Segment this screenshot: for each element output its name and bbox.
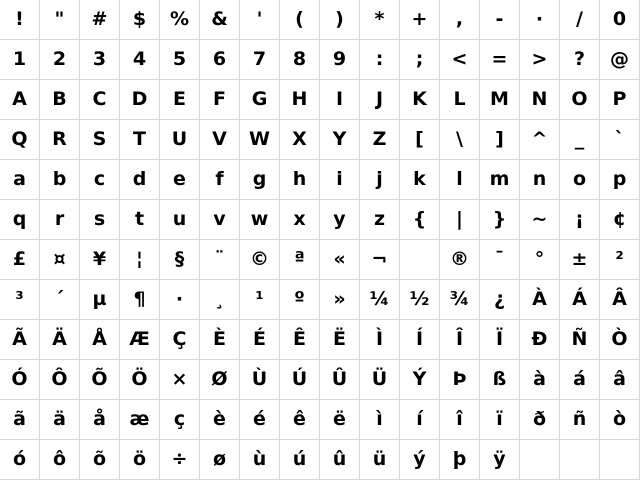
glyph-cell[interactable]: ¡ <box>560 200 600 240</box>
glyph-cell[interactable]: S <box>80 120 120 160</box>
glyph-cell[interactable]: î <box>440 400 480 440</box>
glyph-cell[interactable]: ö <box>120 440 160 480</box>
glyph-cell[interactable]: ª <box>280 240 320 280</box>
glyph-cell[interactable]: õ <box>80 440 120 480</box>
glyph-cell[interactable]: Ï <box>480 320 520 360</box>
glyph-cell[interactable]: º <box>280 280 320 320</box>
glyph-cell[interactable]: G <box>240 80 280 120</box>
glyph-cell[interactable]: W <box>240 120 280 160</box>
glyph-cell[interactable]: ] <box>480 120 520 160</box>
glyph-cell[interactable]: å <box>80 400 120 440</box>
glyph-cell[interactable]: µ <box>80 280 120 320</box>
glyph-cell[interactable]: è <box>200 400 240 440</box>
glyph-cell[interactable]: ¢ <box>600 200 640 240</box>
glyph-cell[interactable]: @ <box>600 40 640 80</box>
glyph-cell[interactable]: f <box>200 160 240 200</box>
glyph-cell[interactable]: ú <box>280 440 320 480</box>
glyph-cell[interactable]: ¦ <box>120 240 160 280</box>
glyph-cell[interactable]: · <box>520 0 560 40</box>
glyph-cell[interactable]: ô <box>40 440 80 480</box>
glyph-cell[interactable]: ³ <box>0 280 40 320</box>
glyph-cell[interactable]: ¯ <box>480 240 520 280</box>
glyph-cell[interactable]: ¶ <box>120 280 160 320</box>
glyph-cell[interactable]: k <box>400 160 440 200</box>
glyph-cell[interactable]: Ì <box>360 320 400 360</box>
glyph-cell[interactable]: 4 <box>120 40 160 80</box>
glyph-cell[interactable]: Q <box>0 120 40 160</box>
glyph-cell[interactable]: B <box>40 80 80 120</box>
glyph-cell[interactable]: C <box>80 80 120 120</box>
glyph-cell[interactable]: 7 <box>240 40 280 80</box>
glyph-cell[interactable]: ¥ <box>80 240 120 280</box>
glyph-cell[interactable]: ° <box>520 240 560 280</box>
glyph-cell[interactable]: | <box>440 200 480 240</box>
glyph-cell[interactable]: · <box>160 280 200 320</box>
glyph-cell[interactable]: M <box>480 80 520 120</box>
glyph-cell[interactable]: Ó <box>0 360 40 400</box>
glyph-cell[interactable]: o <box>560 160 600 200</box>
glyph-cell[interactable]: Î <box>440 320 480 360</box>
glyph-cell[interactable]: K <box>400 80 440 120</box>
glyph-cell[interactable]: ß <box>480 360 520 400</box>
glyph-cell[interactable]: ^ <box>520 120 560 160</box>
glyph-cell[interactable]: ï <box>480 400 520 440</box>
glyph-cell[interactable] <box>400 240 440 280</box>
glyph-cell[interactable]: Ô <box>40 360 80 400</box>
glyph-cell[interactable]: u <box>160 200 200 240</box>
glyph-cell[interactable]: J <box>360 80 400 120</box>
glyph-cell[interactable]: 0 <box>600 0 640 40</box>
glyph-cell[interactable]: ' <box>240 0 280 40</box>
glyph-cell[interactable]: c <box>80 160 120 200</box>
glyph-cell[interactable]: Ã <box>0 320 40 360</box>
glyph-cell[interactable]: % <box>160 0 200 40</box>
glyph-cell[interactable]: H <box>280 80 320 120</box>
glyph-cell[interactable]: Ñ <box>560 320 600 360</box>
glyph-cell[interactable]: n <box>520 160 560 200</box>
glyph-cell[interactable]: / <box>560 0 600 40</box>
glyph-cell[interactable]: ² <box>600 240 640 280</box>
glyph-cell[interactable]: [ <box>400 120 440 160</box>
glyph-cell[interactable]: r <box>40 200 80 240</box>
glyph-cell[interactable]: " <box>40 0 80 40</box>
glyph-cell[interactable]: p <box>600 160 640 200</box>
glyph-cell[interactable]: Y <box>320 120 360 160</box>
glyph-cell[interactable]: ó <box>0 440 40 480</box>
glyph-cell[interactable]: s <box>80 200 120 240</box>
glyph-cell[interactable]: Ú <box>280 360 320 400</box>
glyph-cell[interactable]: Ê <box>280 320 320 360</box>
glyph-cell[interactable]: ÷ <box>160 440 200 480</box>
glyph-cell[interactable]: Ö <box>120 360 160 400</box>
glyph-cell[interactable]: , <box>440 0 480 40</box>
glyph-cell[interactable]: û <box>320 440 360 480</box>
glyph-cell[interactable]: z <box>360 200 400 240</box>
glyph-cell[interactable]: Þ <box>440 360 480 400</box>
glyph-cell[interactable]: © <box>240 240 280 280</box>
glyph-cell[interactable]: É <box>240 320 280 360</box>
glyph-cell[interactable]: v <box>200 200 240 240</box>
glyph-cell[interactable]: à <box>520 360 560 400</box>
glyph-cell[interactable]: X <box>280 120 320 160</box>
glyph-cell[interactable]: { <box>400 200 440 240</box>
glyph-cell[interactable]: § <box>160 240 200 280</box>
glyph-cell[interactable]: Ä <box>40 320 80 360</box>
glyph-cell[interactable]: O <box>560 80 600 120</box>
glyph-cell[interactable]: × <box>160 360 200 400</box>
glyph-cell[interactable]: ¹ <box>240 280 280 320</box>
glyph-cell[interactable]: ø <box>200 440 240 480</box>
glyph-cell[interactable]: ý <box>400 440 440 480</box>
glyph-cell[interactable]: L <box>440 80 480 120</box>
glyph-cell[interactable]: ñ <box>560 400 600 440</box>
glyph-cell[interactable]: T <box>120 120 160 160</box>
glyph-cell[interactable]: ) <box>320 0 360 40</box>
glyph-cell[interactable]: ~ <box>520 200 560 240</box>
glyph-cell[interactable]: ù <box>240 440 280 480</box>
glyph-cell[interactable]: g <box>240 160 280 200</box>
glyph-cell[interactable]: ¤ <box>40 240 80 280</box>
glyph-cell[interactable]: ? <box>560 40 600 80</box>
glyph-cell[interactable]: : <box>360 40 400 80</box>
glyph-cell[interactable]: é <box>240 400 280 440</box>
glyph-cell[interactable] <box>600 440 640 480</box>
glyph-cell[interactable]: F <box>200 80 240 120</box>
glyph-cell[interactable]: Ë <box>320 320 360 360</box>
glyph-cell[interactable]: i <box>320 160 360 200</box>
glyph-cell[interactable]: Ø <box>200 360 240 400</box>
glyph-cell[interactable]: » <box>320 280 360 320</box>
glyph-cell[interactable]: í <box>400 400 440 440</box>
glyph-cell[interactable]: ` <box>600 120 640 160</box>
glyph-cell[interactable]: q <box>0 200 40 240</box>
glyph-cell[interactable]: = <box>480 40 520 80</box>
glyph-cell[interactable]: â <box>600 360 640 400</box>
glyph-cell[interactable]: h <box>280 160 320 200</box>
glyph-cell[interactable]: þ <box>440 440 480 480</box>
glyph-cell[interactable]: ç <box>160 400 200 440</box>
glyph-cell[interactable]: ¬ <box>360 240 400 280</box>
glyph-cell[interactable]: 2 <box>40 40 80 80</box>
glyph-cell[interactable]: t <box>120 200 160 240</box>
glyph-cell[interactable]: ü <box>360 440 400 480</box>
glyph-cell[interactable]: Z <box>360 120 400 160</box>
glyph-cell[interactable]: \ <box>440 120 480 160</box>
glyph-cell[interactable]: Õ <box>80 360 120 400</box>
glyph-cell[interactable]: Ð <box>520 320 560 360</box>
glyph-cell[interactable]: ¿ <box>480 280 520 320</box>
glyph-cell[interactable]: # <box>80 0 120 40</box>
glyph-cell[interactable]: a <box>0 160 40 200</box>
glyph-cell[interactable]: Á <box>560 280 600 320</box>
glyph-cell[interactable]: N <box>520 80 560 120</box>
glyph-cell[interactable]: & <box>200 0 240 40</box>
glyph-cell[interactable]: Ò <box>600 320 640 360</box>
glyph-cell[interactable]: 9 <box>320 40 360 80</box>
glyph-cell[interactable]: ¸ <box>200 280 240 320</box>
glyph-cell[interactable]: m <box>480 160 520 200</box>
glyph-cell[interactable]: ® <box>440 240 480 280</box>
glyph-cell[interactable]: E <box>160 80 200 120</box>
glyph-cell[interactable]: U <box>160 120 200 160</box>
glyph-cell[interactable]: á <box>560 360 600 400</box>
glyph-cell[interactable]: È <box>200 320 240 360</box>
glyph-cell[interactable]: ± <box>560 240 600 280</box>
glyph-cell[interactable]: Ç <box>160 320 200 360</box>
glyph-cell[interactable]: ¼ <box>360 280 400 320</box>
glyph-cell[interactable]: V <box>200 120 240 160</box>
glyph-cell[interactable]: I <box>320 80 360 120</box>
glyph-cell[interactable]: 6 <box>200 40 240 80</box>
glyph-cell[interactable]: ; <box>400 40 440 80</box>
glyph-cell[interactable]: « <box>320 240 360 280</box>
glyph-cell[interactable]: Û <box>320 360 360 400</box>
glyph-cell[interactable]: y <box>320 200 360 240</box>
glyph-cell[interactable]: 5 <box>160 40 200 80</box>
glyph-cell[interactable]: ë <box>320 400 360 440</box>
glyph-cell[interactable]: Ü <box>360 360 400 400</box>
glyph-cell[interactable]: ì <box>360 400 400 440</box>
glyph-cell[interactable]: j <box>360 160 400 200</box>
glyph-cell[interactable]: ¾ <box>440 280 480 320</box>
glyph-cell[interactable]: £ <box>0 240 40 280</box>
glyph-cell[interactable]: - <box>480 0 520 40</box>
glyph-cell[interactable]: + <box>400 0 440 40</box>
glyph-cell[interactable]: Í <box>400 320 440 360</box>
glyph-cell[interactable]: R <box>40 120 80 160</box>
glyph-cell[interactable]: < <box>440 40 480 80</box>
glyph-cell[interactable]: æ <box>120 400 160 440</box>
glyph-cell[interactable] <box>520 440 560 480</box>
glyph-cell[interactable]: > <box>520 40 560 80</box>
glyph-cell[interactable]: 3 <box>80 40 120 80</box>
glyph-cell[interactable]: Æ <box>120 320 160 360</box>
glyph-cell[interactable]: 1 <box>0 40 40 80</box>
glyph-cell[interactable]: ( <box>280 0 320 40</box>
glyph-cell[interactable]: b <box>40 160 80 200</box>
glyph-cell[interactable]: Å <box>80 320 120 360</box>
glyph-cell[interactable]: ê <box>280 400 320 440</box>
glyph-cell[interactable]: P <box>600 80 640 120</box>
glyph-cell[interactable]: A <box>0 80 40 120</box>
glyph-cell[interactable]: e <box>160 160 200 200</box>
glyph-cell[interactable]: Â <box>600 280 640 320</box>
glyph-cell[interactable]: ÿ <box>480 440 520 480</box>
glyph-cell[interactable]: Ù <box>240 360 280 400</box>
glyph-cell[interactable]: * <box>360 0 400 40</box>
glyph-cell[interactable]: ½ <box>400 280 440 320</box>
glyph-cell[interactable]: 8 <box>280 40 320 80</box>
glyph-cell[interactable]: d <box>120 160 160 200</box>
glyph-cell[interactable]: ¨ <box>200 240 240 280</box>
glyph-cell[interactable]: ã <box>0 400 40 440</box>
glyph-cell[interactable]: $ <box>120 0 160 40</box>
glyph-cell[interactable]: ! <box>0 0 40 40</box>
glyph-cell[interactable]: À <box>520 280 560 320</box>
glyph-cell[interactable]: ò <box>600 400 640 440</box>
glyph-cell[interactable]: x <box>280 200 320 240</box>
glyph-cell[interactable]: D <box>120 80 160 120</box>
glyph-cell[interactable]: ä <box>40 400 80 440</box>
glyph-cell[interactable]: w <box>240 200 280 240</box>
glyph-cell[interactable]: _ <box>560 120 600 160</box>
glyph-cell[interactable]: ´ <box>40 280 80 320</box>
glyph-cell[interactable]: ð <box>520 400 560 440</box>
glyph-cell[interactable] <box>560 440 600 480</box>
glyph-cell[interactable]: l <box>440 160 480 200</box>
glyph-cell[interactable]: } <box>480 200 520 240</box>
glyph-cell[interactable]: Ý <box>400 360 440 400</box>
